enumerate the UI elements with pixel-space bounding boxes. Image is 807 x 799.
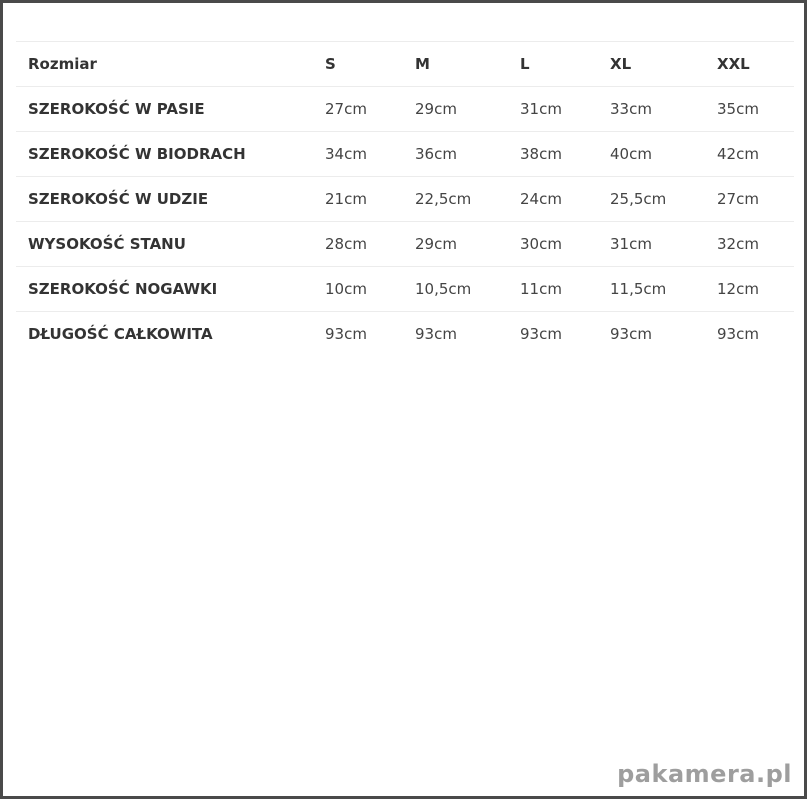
- pakamera-watermark: pakamera.pl: [617, 760, 792, 788]
- table-cell: 22,5cm: [415, 177, 520, 222]
- row-label: SZEROKOŚĆ NOGAWKI: [16, 267, 325, 312]
- header-size-m: M: [415, 42, 520, 87]
- table-cell: 10,5cm: [415, 267, 520, 312]
- table-cell: 93cm: [415, 312, 520, 357]
- table-row: [16, 267, 794, 312]
- table-row: [16, 222, 794, 267]
- table-cell: 12cm: [717, 267, 794, 312]
- table-cell: 24cm: [520, 177, 610, 222]
- table-header-row: [16, 42, 794, 87]
- table-cell: 30cm: [520, 222, 610, 267]
- table-cell: 10cm: [325, 267, 415, 312]
- table-row: [16, 312, 794, 357]
- header-size-l: L: [520, 42, 610, 87]
- row-label: SZEROKOŚĆ W BIODRACH: [16, 132, 325, 177]
- table-cell: 11cm: [520, 267, 610, 312]
- table-cell: 11,5cm: [610, 267, 717, 312]
- table-cell: 42cm: [717, 132, 794, 177]
- row-label: DŁUGOŚĆ CAŁKOWITA: [16, 312, 325, 357]
- table-cell: 25,5cm: [610, 177, 717, 222]
- table-cell: 31cm: [520, 87, 610, 132]
- size-chart-table: [16, 41, 794, 356]
- header-size-xl: XL: [610, 42, 717, 87]
- table-cell: 34cm: [325, 132, 415, 177]
- table-row: [16, 87, 794, 132]
- table-cell: 93cm: [520, 312, 610, 357]
- row-label: WYSOKOŚĆ STANU: [16, 222, 325, 267]
- table-cell: 31cm: [610, 222, 717, 267]
- header-size-s: S: [325, 42, 415, 87]
- header-label-rozmiar: Rozmiar: [16, 42, 325, 87]
- table-cell: 33cm: [610, 87, 717, 132]
- table-cell: 38cm: [520, 132, 610, 177]
- table-cell: 27cm: [717, 177, 794, 222]
- table-cell: 27cm: [325, 87, 415, 132]
- table-cell: 93cm: [717, 312, 794, 357]
- table-cell: 29cm: [415, 87, 520, 132]
- table-cell: 21cm: [325, 177, 415, 222]
- header-size-xxl: XXL: [717, 42, 794, 87]
- table-cell: 36cm: [415, 132, 520, 177]
- table-cell: 28cm: [325, 222, 415, 267]
- table-cell: 40cm: [610, 132, 717, 177]
- row-label: SZEROKOŚĆ W UDZIE: [16, 177, 325, 222]
- row-label: SZEROKOŚĆ W PASIE: [16, 87, 325, 132]
- table-row: [16, 177, 794, 222]
- table-cell: 93cm: [325, 312, 415, 357]
- table-cell: 35cm: [717, 87, 794, 132]
- table-row: [16, 132, 794, 177]
- table-cell: 32cm: [717, 222, 794, 267]
- table-cell: 93cm: [610, 312, 717, 357]
- table-cell: 29cm: [415, 222, 520, 267]
